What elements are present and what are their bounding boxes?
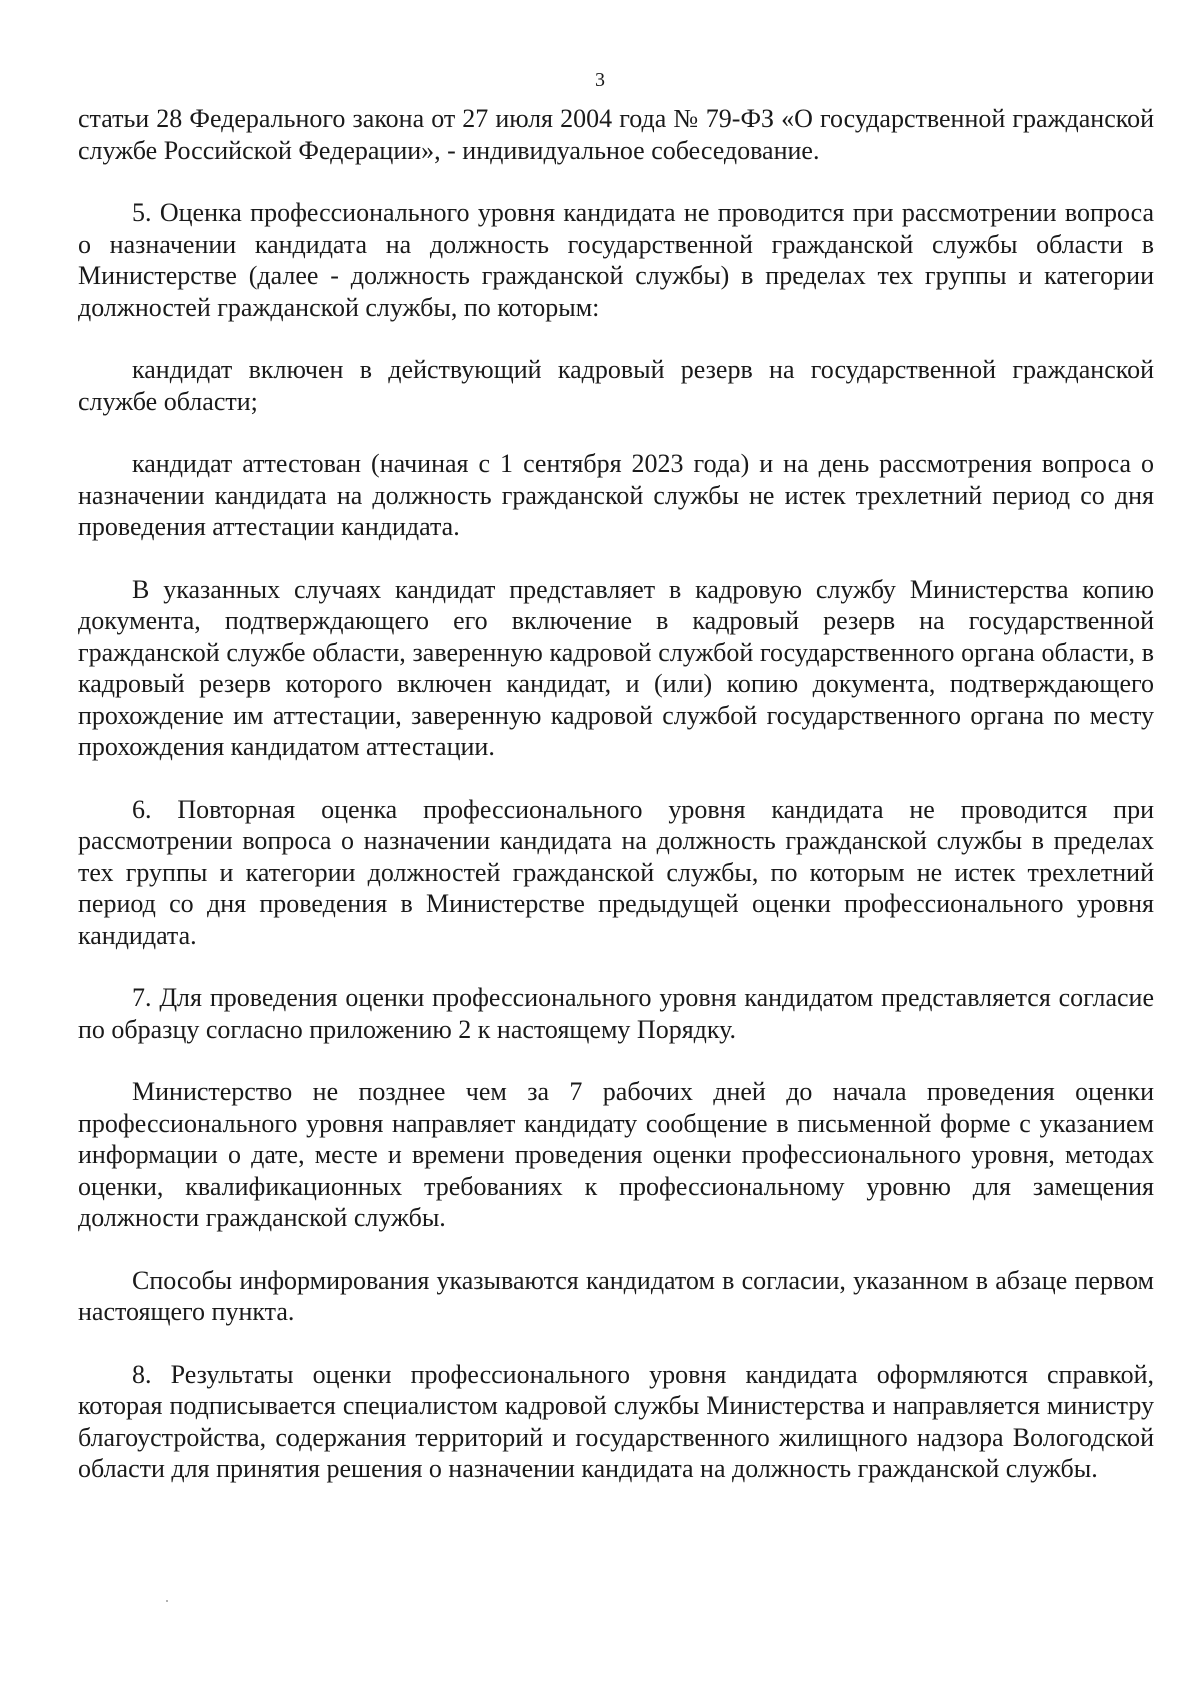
paragraph-item-8: 8. Результаты оценки профессионального уровня кандидата оформляются справкой, которая подписывается специалистом кадровой службы Министерства и направляется министру благоустройства, содержания территорий и государственного жилищного надзора Вологодской области для принятия решения о назначении кандидата на должность гражданской службы. — [78, 1359, 1154, 1483]
scan-speck — [166, 1600, 168, 1602]
page-number: 3 — [595, 69, 605, 91]
paragraph-item-7: 7. Для проведения оценки профессионального уровня кандидатом представляется согласие по образцу согласно приложению 2 к настоящему Порядку. — [78, 983, 1154, 1044]
paragraph-attestation-condition: кандидат аттестован (начиная с 1 сентября 2023 года) и на день рассмотрения вопроса о назначении кандидата на должность гражданской службы не истек трехлетний период со дня проведения аттестации кандидата. — [78, 449, 1154, 541]
paragraph-notification: Министерство не позднее чем за 7 рабочих дней до начала проведения оценки профессионального уровня направляет кандидату сообщение в письменной форме с указанием информации о дате, месте и времени проведения оценки профессионального уровня, методах оценки, квалификационных требованиях к профессиональному уровню для замещения должности гражданской службы. — [78, 1077, 1154, 1232]
document-body — [78, 103, 1154, 1516]
paragraph-item-6: 6. Повторная оценка профессионального уровня кандидата не проводится при рассмотрении вопроса о назначении кандидата на должность гражданской службы в пределах тех группы и категории должностей гражданской службы, по которым не истек трехлетний период со дня проведения в Министерстве предыдущей оценки профессионального уровня кандидата. — [78, 794, 1154, 950]
paragraph-reserve-condition: кандидат включен в действующий кадровый резерв на государственной гражданской службе области; — [78, 355, 1154, 416]
paragraph-informing-methods: Способы информирования указываются кандидатом в согласии, указанном в абзаце первом настоящего пункта. — [78, 1265, 1154, 1326]
paragraph-continuation: статьи 28 Федерального закона от 27 июля 2004 года № 79-ФЗ «О государственной гражданской службе Российской Федерации», - индивидуальное собеседование. — [78, 104, 1154, 165]
paragraph-item-5: 5. Оценка профессионального уровня кандидата не проводится при рассмотрении вопроса о назначении кандидата на должность государственной гражданской службы области в Министерстве (далее - должность гражданской службы) в пределах тех группы и категории должностей гражданской службы, по которым: — [78, 198, 1154, 322]
paragraph-documents: В указанных случаях кандидат представляет в кадровую службу Министерства копию документа, подтверждающего его включение в кадровый резерв на государственной гражданской службе области, заверенную кадровой службой государственного органа области, в кадровый резерв которого включен кандидат, и (или) копию документа, подтверждающего прохождение им аттестации, заверенную кадровой службой государственного органа по месту прохождения кандидатом аттестации. — [78, 574, 1154, 761]
